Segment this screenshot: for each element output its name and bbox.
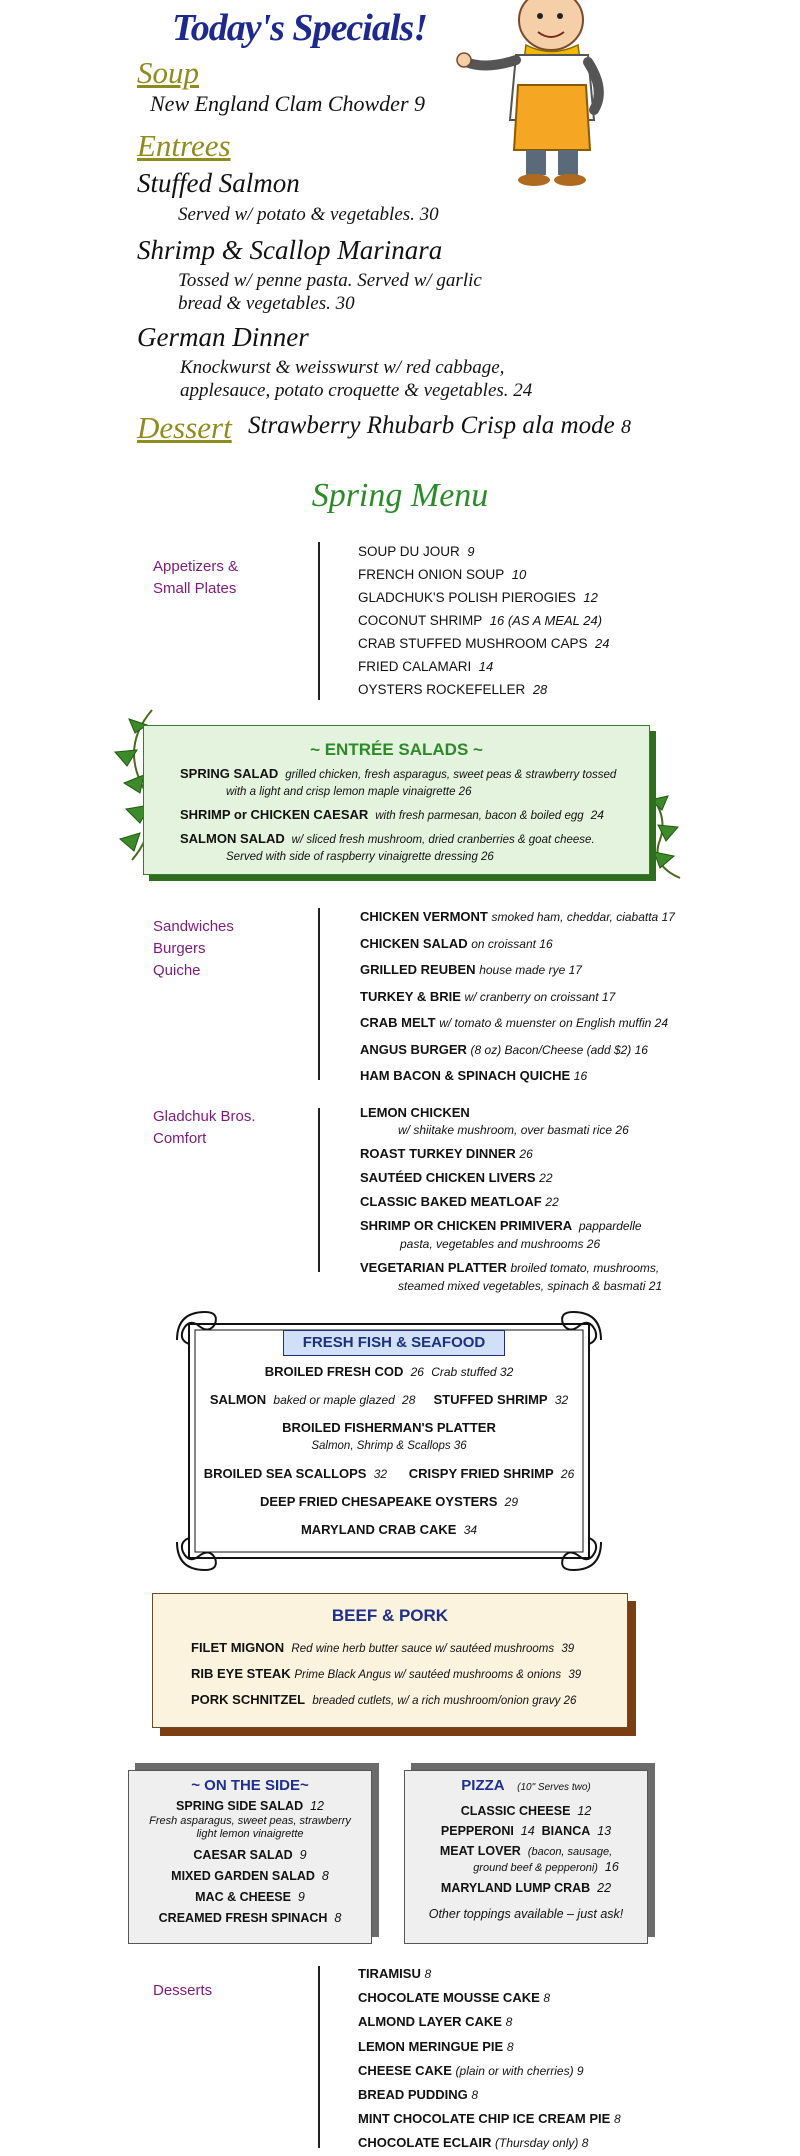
entree-name: German Dinner <box>137 322 309 352</box>
dessert-special <box>248 412 631 440</box>
entrees-heading: Entrees <box>137 128 231 163</box>
sandwiches-label-line: Sandwiches <box>153 918 234 935</box>
soup-heading: Soup <box>137 55 199 90</box>
sandwiches-label <box>153 916 234 982</box>
list-item: FRENCH ONION SOUP 10 <box>358 567 527 582</box>
list-item: CHOCOLATE ECLAIR (Thursday only) 8 <box>358 2135 589 2151</box>
desserts-label: Desserts <box>153 1982 213 1999</box>
beef-pork-box <box>152 1593 628 1728</box>
section-divider <box>318 1966 320 2148</box>
list-item: ANGUS BURGER (8 oz) Bacon/Cheese (add $2) 16 <box>360 1041 648 1057</box>
list-item-desc: light lemon vinaigrette <box>196 1828 304 1840</box>
list-item: MAC & CHEESE 9 <box>195 1890 305 1904</box>
side-list <box>129 1797 371 1927</box>
list-item: CLASSIC BAKED MEATLOAF 22 <box>360 1194 559 1209</box>
list-item: SAUTÉED CHICKEN LIVERS 22 <box>360 1170 553 1185</box>
list-item: VEGETARIAN PLATTER broiled tomato, mushrooms, <box>360 1260 660 1275</box>
sandwiches-label-line: Quiche <box>153 962 201 979</box>
fish-title: FRESH FISH & SEAFOOD <box>283 1330 505 1356</box>
chef-icon <box>456 0 626 188</box>
list-item: ROAST TURKEY DINNER 26 <box>360 1146 533 1161</box>
fish-item: BROILED FRESH COD 26 Crab stuffed 32 <box>264 1364 514 1379</box>
salad-item: SHRIMP or CHICKEN CAESAR with fresh parmesan, bacon & boiled egg 24 <box>180 807 604 822</box>
pizza-title: PIZZA (10" Serves two) <box>461 1777 591 1794</box>
list-item: CHOCOLATE MOUSSE CAKE 8 <box>358 1990 551 2006</box>
appetizers-list <box>358 540 610 701</box>
beef-title: BEEF & PORK <box>331 1606 449 1625</box>
list-item: CLASSIC CHEESE 12 <box>460 1804 592 1818</box>
entree-name: Shrimp & Scallop Marinara <box>137 235 443 265</box>
section-divider <box>318 1108 320 1272</box>
beef-item: RIB EYE STEAK Prime Black Angus w/ sautéed mushrooms & onions 39 <box>191 1666 582 1681</box>
dessert-heading: Dessert <box>137 410 232 445</box>
beef-item: PORK SCHNITZEL breaded cutlets, w/ a rich mushroom/onion gravy 26 <box>191 1692 577 1707</box>
list-item: CRAB STUFFED MUSHROOM CAPS 24 <box>358 636 610 651</box>
list-item: GRILLED REUBEN house made rye 17 <box>360 962 582 977</box>
entree-desc: bread & vegetables. 30 <box>178 293 355 314</box>
list-item: OYSTERS ROCKEFELLER 28 <box>358 682 548 697</box>
list-item-desc: pasta, vegetables and mushrooms 26 <box>400 1237 601 1251</box>
list-item: FRIED CALAMARI 14 <box>358 659 494 674</box>
list-item: SHRIMP OR CHICKEN PRIMIVERA pappardelle <box>360 1218 642 1233</box>
appetizers-label <box>153 556 238 600</box>
comfort-list <box>360 1104 662 1295</box>
salads-title: ~ ENTRÉE SALADS ~ <box>310 740 483 759</box>
list-item: SOUP DU JOUR 9 <box>358 544 475 559</box>
fish-item: BROILED FISHERMAN'S PLATTER <box>282 1420 496 1435</box>
entree-desc: Tossed w/ penne pasta. Served w/ garlic <box>178 270 482 291</box>
entree-salads-box <box>143 725 650 875</box>
fish-item-sub: Salmon, Shrimp & Scallops 36 <box>311 1440 467 1452</box>
spring-menu-title: Spring Menu <box>311 477 489 514</box>
list-item: CHICKEN SALAD on croissant 16 <box>360 935 553 951</box>
dessert-special-price: 8 <box>620 416 631 438</box>
on-the-side-box <box>128 1770 372 1944</box>
entree-desc: applesauce, potato croquette & vegetables. 24 <box>180 380 533 401</box>
list-item-desc: ground beef & pepperoni) 16 <box>473 1860 619 1874</box>
list-item: MARYLAND LUMP CRAB 22 <box>440 1881 612 1895</box>
pizza-note: Other toppings available – just ask! <box>428 1907 624 1921</box>
list-item: HAM BACON & SPINACH QUICHE 16 <box>360 1068 588 1083</box>
fish-item: DEEP FRIED CHESAPEAKE OYSTERS 29 <box>259 1494 518 1509</box>
specials-title: Today's Specials! <box>172 7 427 49</box>
fish-item: BROILED SEA SCALLOPS 32 CRISPY FRIED SHRIMP 26 <box>203 1466 575 1481</box>
salad-item: SALMON SALAD w/ sliced fresh mushroom, dried cranberries & goat cheese. Served with side of raspberry vinaigrette dressing 26 <box>180 831 595 863</box>
sandwiches-label-line: Burgers <box>153 940 206 957</box>
appetizers-label-line: Small Plates <box>153 580 237 597</box>
list-item: COCONUT SHRIMP 16 (AS A MEAL 24) <box>358 613 603 628</box>
soup-item: New England Clam Chowder 9 <box>150 91 426 116</box>
salad-item: SPRING SALAD grilled chicken, fresh asparagus, sweet peas & strawberry tossed with a light and crisp lemon maple vinaigrette 26 <box>180 766 617 798</box>
desserts-list <box>358 1962 621 2156</box>
list-item: BREAD PUDDING 8 <box>358 2087 479 2103</box>
list-item: GLADCHUK'S POLISH PIEROGIES 12 <box>358 590 598 605</box>
section-divider <box>318 542 320 700</box>
list-item: CHEESE CAKE (plain or with cherries) 9 <box>358 2062 584 2078</box>
comfort-label <box>153 1106 256 1150</box>
list-item: MEAT LOVER (bacon, sausage, <box>439 1844 613 1858</box>
list-item-desc: w/ shiitake mushroom, over basmati rice 26 <box>398 1123 629 1137</box>
list-item: CRAB MELT w/ tomato & muenster on English muffin 24 <box>360 1015 668 1030</box>
list-item: MIXED GARDEN SALAD 8 <box>171 1869 329 1883</box>
list-item: CAESAR SALAD 9 <box>193 1848 307 1862</box>
entree-desc: Knockwurst & weisswurst w/ red cabbage, <box>180 357 505 378</box>
sandwiches-list <box>360 904 675 1090</box>
chef-illustration <box>456 0 626 188</box>
list-item: SPRING SIDE SALAD 12 <box>176 1799 324 1813</box>
entree-name: Stuffed Salmon <box>137 168 300 198</box>
list-item: LEMON MERINGUE PIE 8 <box>358 2038 514 2054</box>
comfort-label-line: Comfort <box>153 1130 207 1147</box>
list-item: CREAMED FRESH SPINACH 8 <box>158 1911 342 1925</box>
list-item: MINT CHOCOLATE CHIP ICE CREAM PIE 8 <box>358 2111 621 2127</box>
list-item: TURKEY & BRIE w/ cranberry on croissant 17 <box>360 988 616 1004</box>
list-item-desc: Fresh asparagus, sweet peas, strawberry <box>149 1815 351 1827</box>
list-item: PEPPERONI 14 BIANCA 13 <box>440 1824 612 1838</box>
appetizers-label-line: Appetizers & <box>153 558 239 575</box>
fish-item: SALMON baked or maple glazed 28 STUFFED SHRIMP 32 <box>209 1392 569 1407</box>
pizza-size-note: (10" Serves two) <box>517 1782 591 1793</box>
fish-item: MARYLAND CRAB CAKE 34 <box>300 1522 478 1537</box>
list-item-desc: steamed mixed vegetables, spinach & basmati 21 <box>398 1279 663 1293</box>
list-item: CHICKEN VERMONT smoked ham, cheddar, ciabatta 17 <box>360 909 675 924</box>
side-title: ~ ON THE SIDE~ <box>191 1777 309 1794</box>
pizza-box <box>404 1770 648 1944</box>
list-item: TIRAMISU 8 <box>358 1966 432 1981</box>
section-divider <box>318 908 320 1080</box>
list-item: LEMON CHICKEN <box>360 1105 470 1120</box>
dessert-special-item: Strawberry Rhubarb Crisp ala mode <box>248 412 615 439</box>
pizza-list <box>405 1801 647 1924</box>
entree-desc: Served w/ potato & vegetables. 30 <box>178 204 439 225</box>
list-item: ALMOND LAYER CAKE 8 <box>358 2014 513 2030</box>
comfort-label-line: Gladchuk Bros. <box>153 1108 256 1125</box>
beef-item: FILET MIGNON Red wine herb butter sauce w/ sautéed mushrooms 39 <box>191 1640 575 1655</box>
